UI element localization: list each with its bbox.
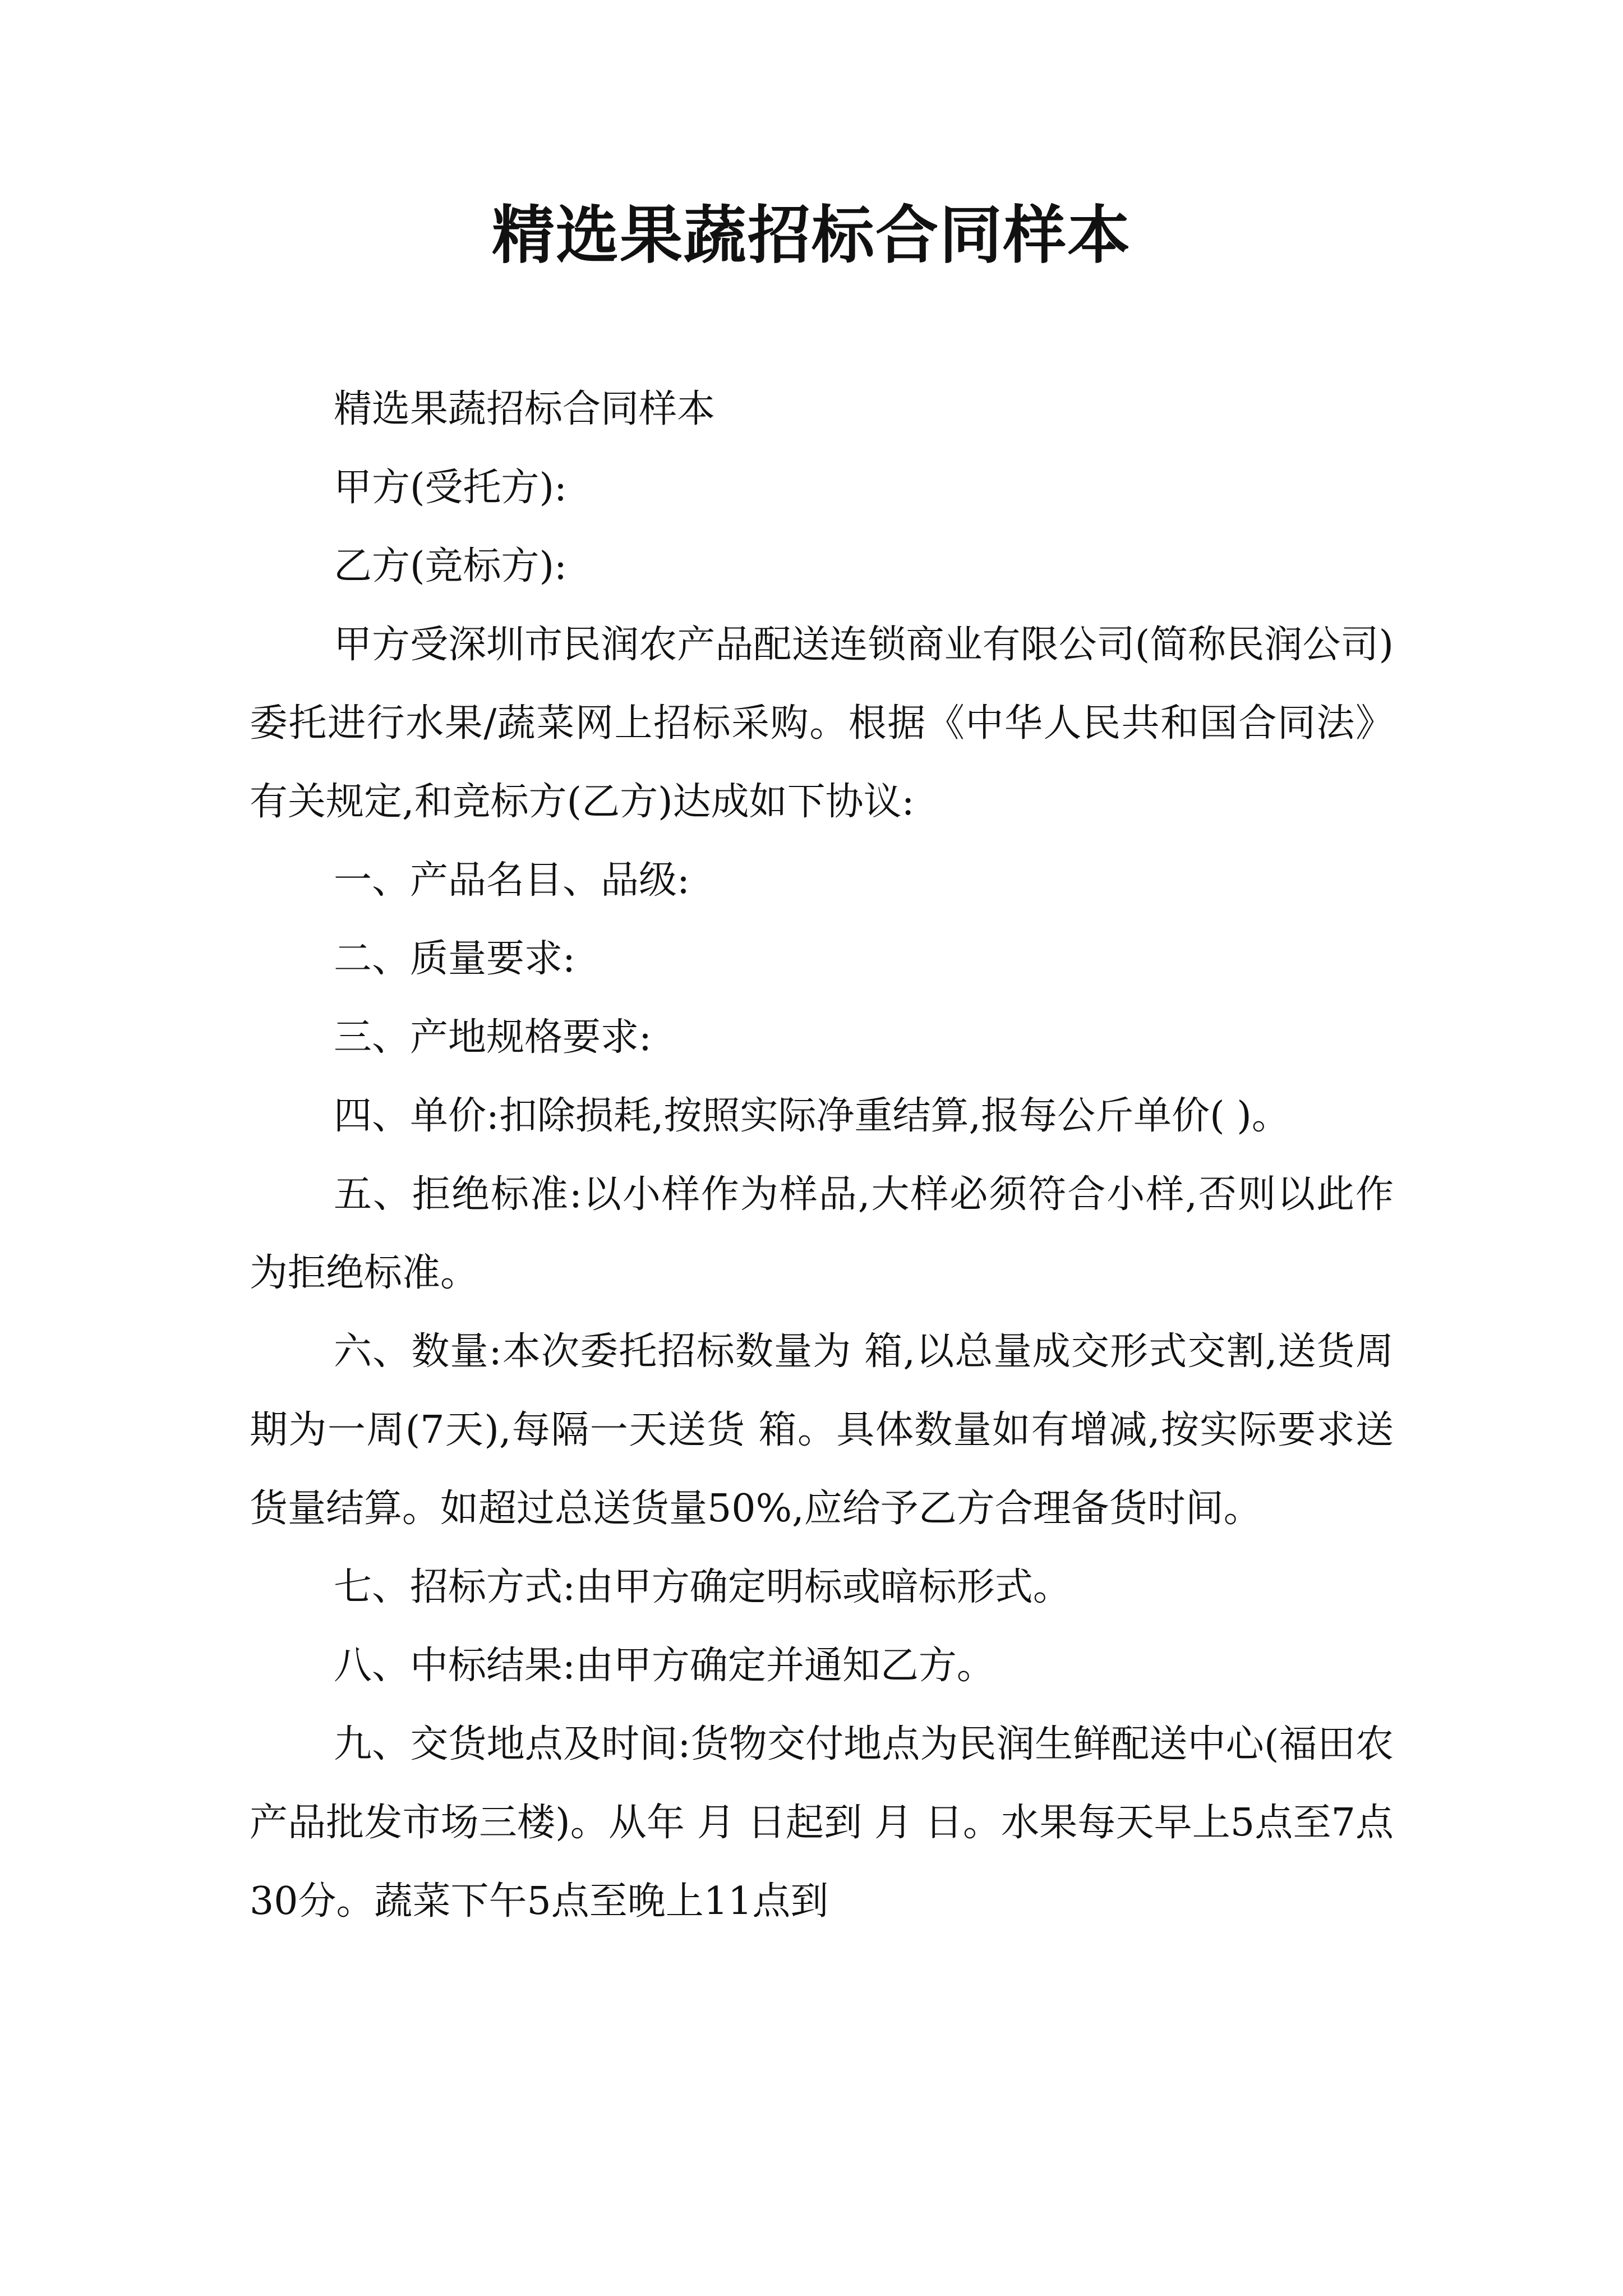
paragraph-preamble: 甲方受深圳市民润农产品配送连锁商业有限公司(简称民润公司)委托进行水果/蔬菜网上招标采购。根据《中华人民共和国合同法》有关规定,和竞标方(乙方)达成如下协议: bbox=[250, 623, 1394, 824]
paragraph-clause-6: 六、数量:本次委托招标数量为 箱,以总量成交形式交割,送货周期为一周(7天),每隔一天送货 箱。具体数量如有增减,按实际要求送货量结算。如超过总送货量50%,应给予乙方合理备货时间。 bbox=[250, 1329, 1394, 1531]
paragraph-subtitle: 精选果蔬招标合同样本 bbox=[334, 387, 716, 431]
paragraph-clause-5: 五、拒绝标准:以小样作为样品,大样必须符合小样,否则以此作为拒绝标准。 bbox=[250, 1172, 1394, 1295]
paragraph-clause-2: 二、质量要求: bbox=[334, 937, 575, 981]
paragraph-clause-3: 三、产地规格要求: bbox=[334, 1015, 652, 1060]
document-body bbox=[250, 370, 1394, 1941]
paragraph-clause-9: 九、交货地点及时间:货物交付地点为民润生鲜配送中心(福田农产品批发市场三楼)。从年 月 日起到 月 日。水果每天早上5点至7点30分。蔬菜下午5点至晚上11点到 bbox=[250, 1722, 1394, 1924]
paragraph-clause-8: 八、中标结果:由甲方确定并通知乙方。 bbox=[334, 1644, 995, 1688]
paragraph-clause-4: 四、单价:扣除损耗,按照实际净重结算,报每公斤单价( )。 bbox=[334, 1094, 1290, 1138]
document-title: 精选果蔬招标合同样本 bbox=[492, 199, 1131, 272]
paragraph-clause-7: 七、招标方式:由甲方确定明标或暗标形式。 bbox=[334, 1565, 1071, 1609]
paragraph-clause-1: 一、产品名目、品级: bbox=[334, 858, 690, 903]
paragraph-party-a: 甲方(受托方): bbox=[334, 466, 567, 510]
paragraph-party-b: 乙方(竞标方): bbox=[334, 544, 567, 588]
